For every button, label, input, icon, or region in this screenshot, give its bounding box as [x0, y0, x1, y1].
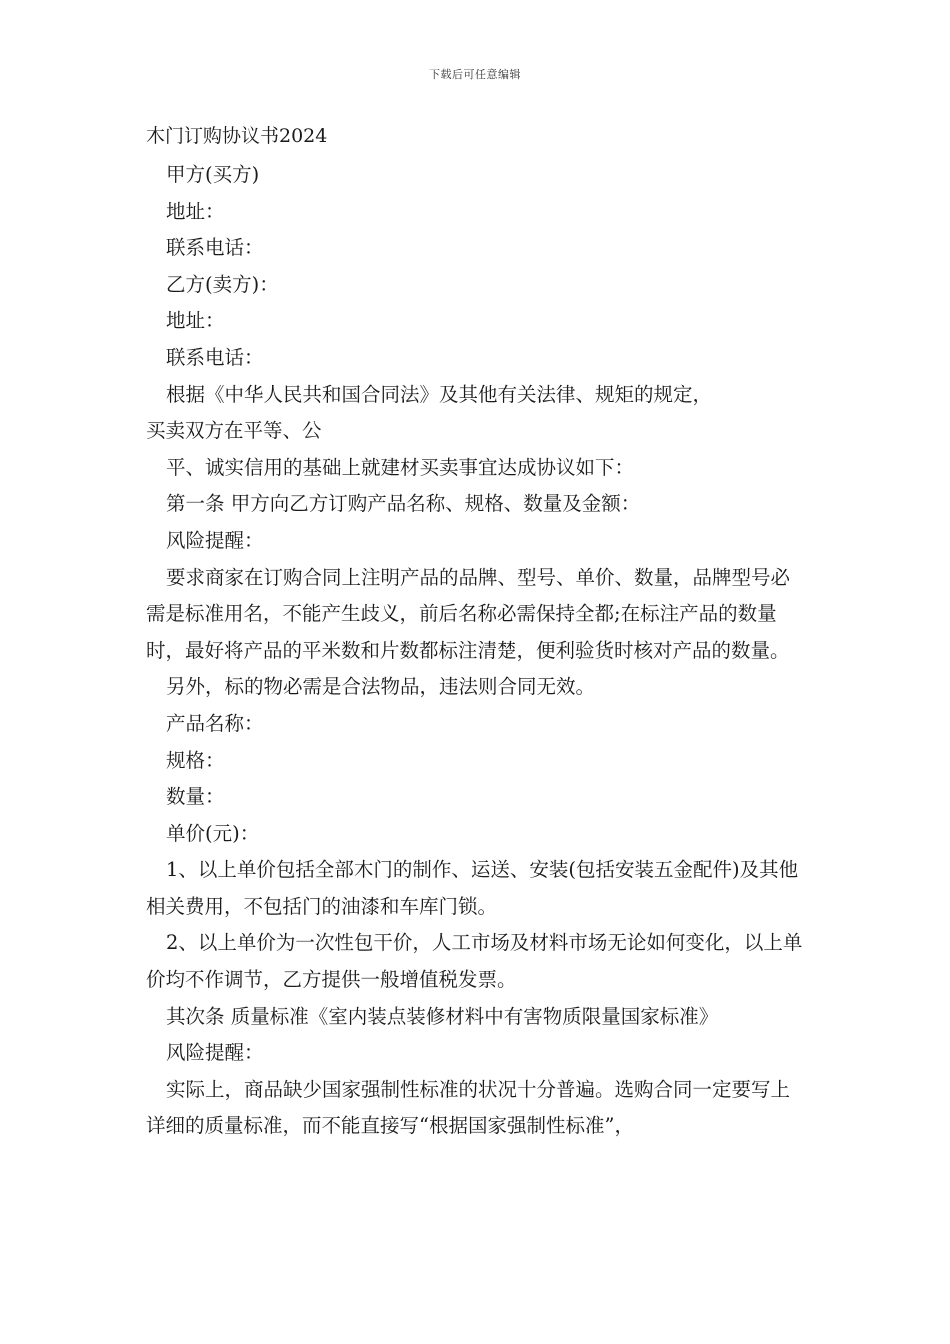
lawful-goods-note: 另外，标的物必需是合法物品，违法则合同无效。	[166, 675, 596, 699]
price-clause-1: 1、以上单价包括全部木门的制作、运送、安装(包括安装五金配件)及其他相关费用，不包括门的油漆和车库门锁。	[146, 858, 799, 918]
document-title: 木门订购协议书2024	[146, 125, 328, 147]
product-name-field: 产品名称：	[166, 711, 264, 735]
party-a-heading: 甲方(买方)	[166, 163, 260, 186]
document-body	[146, 157, 806, 1145]
price-clause-2: 2、以上单价为一次性包干价，人工市场及材料市场无论如何变化，以上单价均不作调节，乙方提供一般增值税发票。	[146, 931, 803, 992]
article-2-heading: 其次条 质量标准《室内装点装修材料中有害物质限量国家标准》	[166, 1004, 719, 1028]
page-header-note: 下载后可任意编辑	[429, 68, 521, 81]
party-b-heading: 乙方(卖方)：	[166, 272, 279, 296]
risk-reminder-paragraph-2: 实际上，商品缺少国家强制性标准的状况十分普遍。选购合同一定要写上详细的质量标准，而不能直接写“根据国家强制性标准”，	[146, 1077, 791, 1138]
risk-reminder-label-1: 风险提醒：	[166, 528, 264, 552]
quantity-field: 数量：	[166, 785, 225, 809]
party-b-phone: 联系电话：	[166, 345, 264, 369]
party-a-address: 地址：	[166, 199, 225, 223]
article-1-heading: 第一条 甲方向乙方订购产品名称、规格、数量及金额：	[166, 492, 641, 516]
specification-field: 规格：	[166, 748, 225, 772]
risk-reminder-paragraph-1: 要求商家在订购合同上注明产品的品牌、型号、单价、数量，品牌型号必需是标准用名，不能产生歧义，前后名称必需保持全都;在标注产品的数量时，最好将产品的平米数和片数都标注清楚，便利验货时核对产品的数量。	[146, 565, 791, 662]
party-a-phone: 联系电话：	[166, 236, 264, 260]
preamble-line-2: 买卖双方在平等、公	[146, 419, 322, 443]
unit-price-field: 单价(元)：	[166, 821, 260, 845]
preamble-line-3: 平、诚实信用的基础上就建材买卖事宜达成协议如下：	[166, 455, 635, 479]
party-b-address: 地址：	[166, 309, 225, 333]
preamble-line-1: 根据《中华人民共和国合同法》及其他有关法律、规矩的规定，	[166, 382, 713, 406]
risk-reminder-label-2: 风险提醒：	[166, 1041, 264, 1065]
